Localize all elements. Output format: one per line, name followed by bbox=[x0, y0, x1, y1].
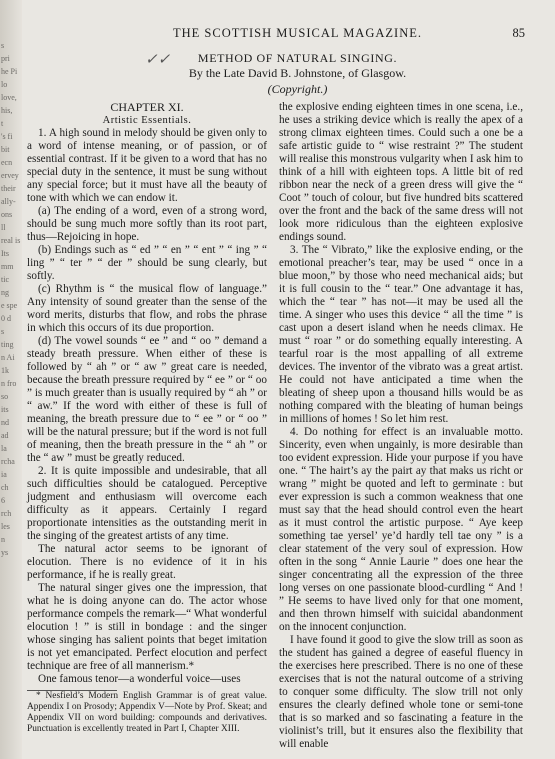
right-column bbox=[279, 101, 523, 751]
page-header bbox=[70, 26, 525, 42]
paragraph: 2. It is quite impossible and undesirable, that all such difficulties should be catalogued. Perceptive judgment and enthusiasm will overcome each difficulty as it appears. Certainly I regard proportionate intensities as the outstanding merit in the singing of the greatest artists of any time. bbox=[27, 465, 267, 542]
gutter-text-fragment: pri bbox=[1, 54, 10, 63]
gutter-text-fragment: s bbox=[1, 327, 5, 336]
gutter-text-fragment: t bbox=[1, 119, 4, 128]
gutter-text-fragment: mm bbox=[1, 262, 14, 271]
paragraph: (b) Endings such as “ ed ” “ en ” “ ent ” “ ing ” “ ling ” “ ter ” “ der ” should be sung clearly, but softly. bbox=[27, 244, 267, 282]
gutter-text-fragment: les bbox=[1, 522, 10, 531]
paragraph: (a) The ending of a word, even of a strong word, should be sung much more softly than its root part, thus—Rejoicing in hope. bbox=[27, 205, 267, 243]
gutter-text-fragment: he Pi bbox=[1, 67, 18, 76]
gutter-text-fragment: ting bbox=[1, 340, 14, 349]
gutter-text-fragment: ch bbox=[1, 483, 9, 492]
gutter-text-fragment: ng bbox=[1, 288, 9, 297]
gutter-text-fragment: lo bbox=[1, 80, 8, 89]
gutter-text-fragment: ad bbox=[1, 431, 9, 440]
binding-gutter bbox=[0, 0, 22, 759]
gutter-text-fragment: ecn bbox=[1, 158, 13, 167]
paragraph: The natural actor seems to be ignorant of elocution. There is no evidence of it in his performance, if he is really great. bbox=[27, 543, 267, 581]
gutter-text-fragment: n bbox=[1, 535, 5, 544]
pencil-check-mark-icon: ✓✓ bbox=[145, 50, 171, 68]
running-title: THE SCOTTISH MUSICAL MAGAZINE. bbox=[173, 26, 422, 40]
paragraph: (c) Rhythm is “ the musical flow of language.” Any intensity of sound greater than the sense of the word merits, disturbs that flow, and robs the phrase in which this occurs of its due proportion. bbox=[27, 283, 267, 334]
gutter-text-fragment: so bbox=[1, 392, 9, 401]
paragraph: 3. The “ Vibrato,” like the explosive ending, or the emotional preacher’s tear, may be used “ once in a blue moon,” by those who need mechanical aids; but it is full cousin to the “ tear.” One advantage it has, which the “ tear ” has not—it may be used all the time. A singer who uses this device “ all the time ” is cast upon a desert island when he needs climax. He must “ roar ” or do something equally interesting. A tearful roar is the most appalling of all extreme devices. The inventor of the vibrato was a great artist. He could not have anticipated a time when the bleating of sheep upon a thousand hills would be as nothing compared with the bleating of human beings in millions of homes ! So let him rest. bbox=[279, 244, 523, 425]
gutter-text-fragment: n Ai bbox=[1, 353, 15, 362]
gutter-text-fragment: ons bbox=[1, 210, 13, 219]
gutter-text-fragment: love, bbox=[1, 93, 17, 102]
gutter-text-fragment: e spe bbox=[1, 301, 18, 310]
article-title: METHOD OF NATURAL SINGING. bbox=[197, 51, 398, 65]
gutter-text-fragment: la bbox=[1, 444, 7, 453]
chapter-heading: CHAPTER XI. bbox=[110, 100, 184, 114]
gutter-text-fragment: nd bbox=[1, 418, 9, 427]
paragraph: 1. A high sound in melody should be given only to a word of intense meaning, or of passion, or of essential contrast. If it be given to a word that has no special duty in the sentence, it must be sung without any special force; but it must have all the beauty of tone with which we can endow it. bbox=[27, 127, 267, 204]
left-column bbox=[27, 101, 267, 735]
gutter-text-fragment: n fro bbox=[1, 379, 17, 388]
gutter-text-fragment: ally- bbox=[1, 197, 16, 206]
gutter-text-fragment: ervey bbox=[1, 171, 19, 180]
section-heading: Artistic Essentials. bbox=[102, 115, 192, 126]
article-byline: By the Late David B. Johnstone, of Glasgow. bbox=[188, 66, 407, 80]
copyright-notice: (Copyright.) bbox=[267, 82, 328, 96]
gutter-text-fragment: Its bbox=[1, 249, 9, 258]
gutter-text-fragment: their bbox=[1, 184, 16, 193]
gutter-text-fragment: real is bbox=[1, 236, 21, 245]
paragraph: The natural singer gives one the impression, that what he is doing anyone can do. The actor whose performance compels the remark—“ What wonderful elocution ! ” is still in bondage : and the singer whose singing has salient points that beget imitation is not yet emancipated. Perfect elocution and perfect technique are free of all mannerism.* bbox=[27, 582, 267, 672]
paragraph: the explosive ending eighteen times in one scena, i.e., he uses a striking device which is really the apex of a strong climax eighteen times. Could such a one be a safe artistic guide to “ wise restraint ?” The student will realise this monstrous vulgarity when I ask him to think of a hill with eighteen tops. A little bit of red ribbon near the neck of a green dress will give the “ Coot ” touch of colour, but five hundred bits scattered over the front and the back of the same dress will not look more ridiculous than the eighteen explosive endings sound. bbox=[279, 101, 523, 243]
gutter-text-fragment: 0 d bbox=[1, 314, 11, 323]
gutter-text-fragment: s bbox=[1, 41, 5, 50]
gutter-text-fragment: 's fi bbox=[1, 132, 13, 141]
gutter-text-fragment: 6 bbox=[1, 496, 5, 505]
gutter-text-fragment: rcha bbox=[1, 457, 15, 466]
gutter-text-fragment: bit bbox=[1, 145, 10, 154]
gutter-text-fragment: ys bbox=[1, 548, 9, 557]
gutter-text-fragment: 1k bbox=[1, 366, 9, 375]
page-number: 85 bbox=[512, 26, 525, 40]
gutter-text-fragment: ia bbox=[1, 470, 7, 479]
footnote: * Nesfield’s Modern English Grammar is of great value. Appendix I on Prosody; Appendix V—Note by Prof. Skeat; and Appendix VII on word building: compounds and derivatives. Punctuation is excellently treated in Part I, Chapter XIII. bbox=[27, 691, 267, 734]
gutter-text-fragment: his, bbox=[1, 106, 13, 115]
paragraph: One famous tenor—a wonderful voice—uses bbox=[38, 673, 241, 685]
gutter-text-fragment: rch bbox=[1, 509, 12, 518]
paragraph: (d) The vowel sounds “ ee ” and “ oo ” demand a steady breath pressure. When either of these is followed by “ ah ” or “ aw ” great care is needed, because the breath pressure required by “ ee ” or “ oo ” is much greater than is usually required by “ ah ” or “ aw.” If the word with either of these is full of meaning, the breath pressure due to “ ee ” or “ oo ” will be the natural pressure; but if the word is not full of meaning, then the breath pressure in the “ ah ” or the “ aw ” must be greatly reduced. bbox=[27, 335, 267, 464]
gutter-text-fragment: tic bbox=[1, 275, 9, 284]
gutter-text-fragment: ll bbox=[1, 223, 6, 232]
paragraph: 4. Do nothing for effect is an invaluable motto. Sincerity, even when ungainly, is more desirable than too evident expression. Hide your purpose if you have one. “ The hairt’s ay the pairt ay that maks us richt or wrang ” might be quoted and left to germinate : but ever expression is such a common weakness that one must say that the head should control even the heart as it must control the artistic purpose. “ Aye keep something tae yersel’ ye’d hardly tell tae ony ” is a clear statement of the very soul of expression. How often in the song “ Annie Laurie ” does one hear the singer concentrating all the expression of the three long verses on one passionate blood-curdling “ And ! ” He seems to have lived only for that one moment, and then thrown himself with suicidal abandonment on the innocent conjunction. bbox=[279, 426, 523, 633]
paragraph: I have found it good to give the slow trill as soon as the student has gained a degree of easeful fluency in the exercises here prescribed. There is no one of these exercises that is not the natural outcome of a striving to conquer some difficulty. The slow trill not only ensures the clearly defined whole tone or semi-tone that is so marked and so fascinating a feature in the violinist’s trill, but it ensures also the flexibility that will enable bbox=[279, 634, 523, 750]
gutter-text-fragment: its bbox=[1, 405, 9, 414]
